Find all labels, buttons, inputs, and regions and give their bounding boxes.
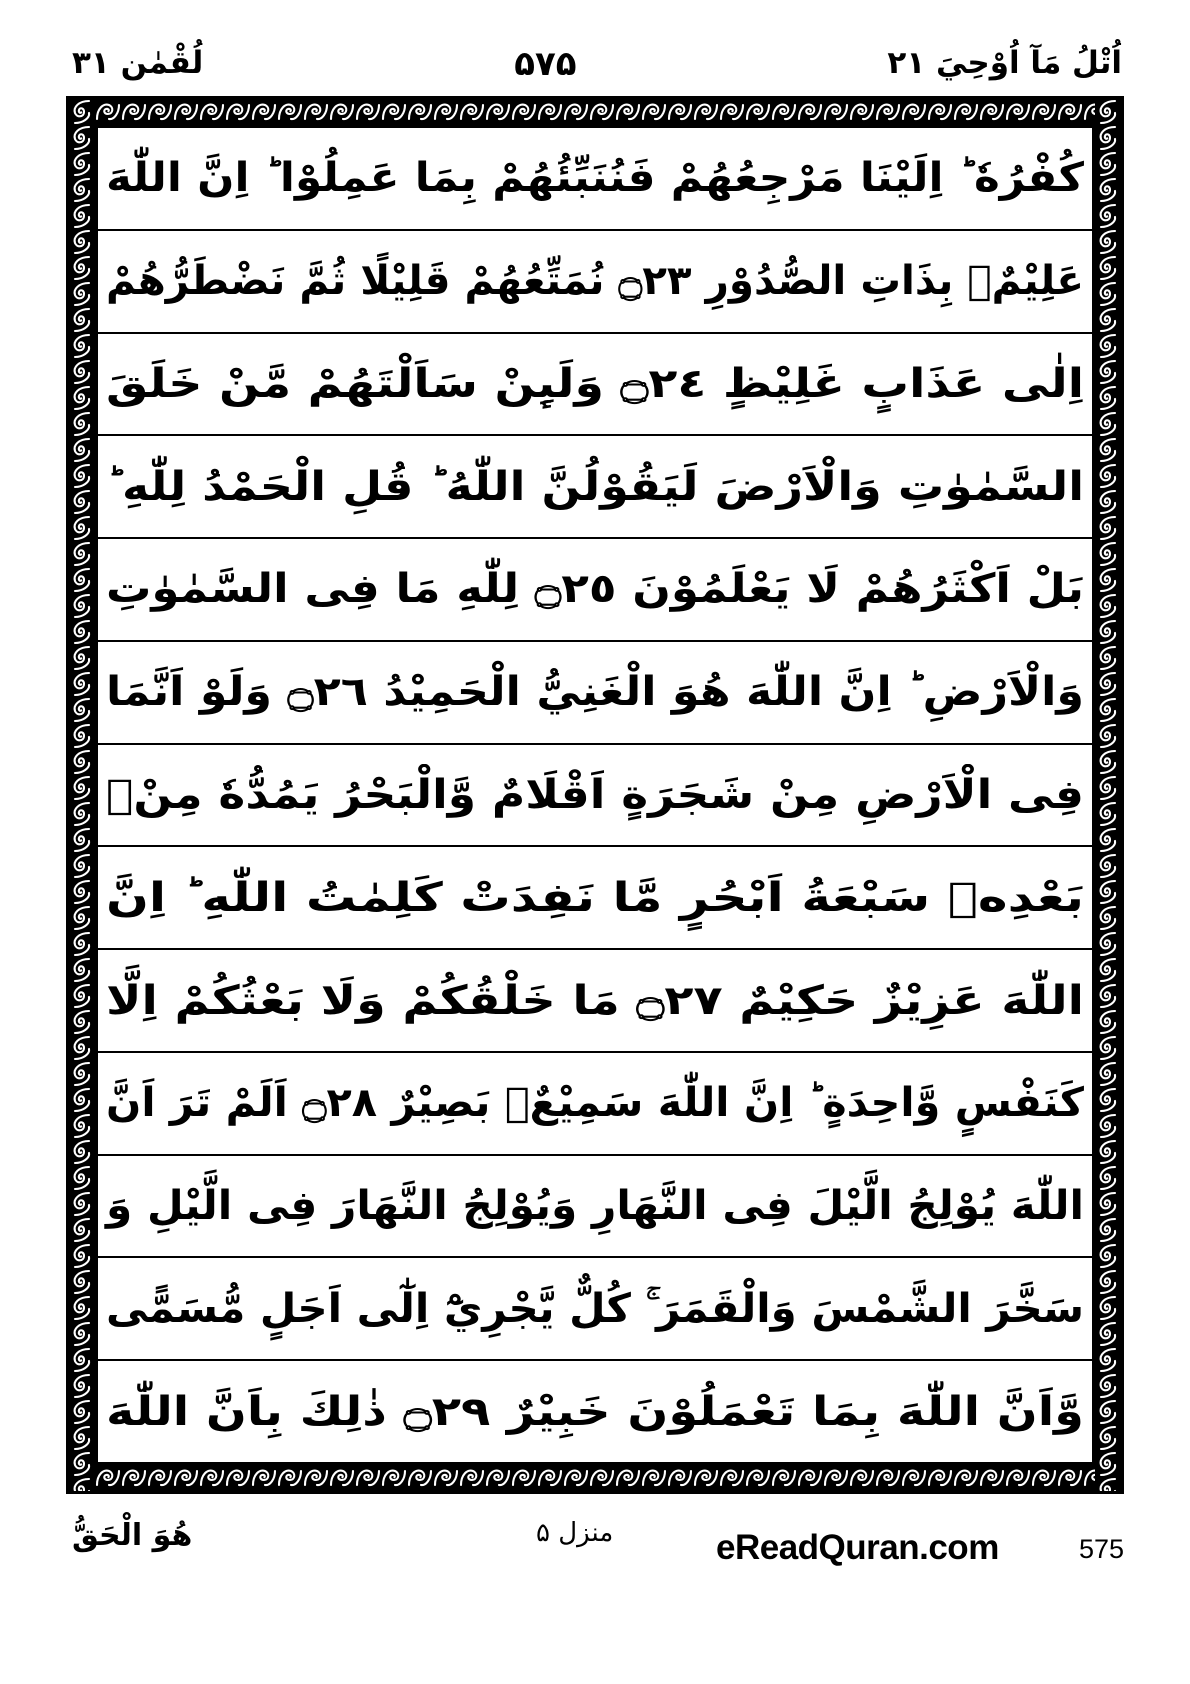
border-ornament-top-icon <box>69 99 1121 125</box>
quran-line <box>98 950 1092 1053</box>
quran-line <box>98 642 1092 745</box>
footer-page-number: 575 <box>1078 1534 1124 1564</box>
quran-line-text: بَلْ اَكْثَرُهُمْ لَا يَعْلَمُوْنَ ۝٢٥ لِلّٰهِ مَا فِى السَّمٰوٰتِ <box>105 566 1084 613</box>
quran-line-text: عَلِيْمٌۢ بِذَاتِ الصُّدُوْرِ ۝٢٣ نُمَتِّعُهُمْ قَلِيْلًا ثُمَّ نَضْطَرُّهُمْ <box>105 258 1084 305</box>
header-page-number-arabic: ۵۷۵ <box>514 44 577 84</box>
quran-line-text: كُفْرُهٗ ؕ اِلَيْنَا مَرْجِعُهُمْ فَنُنَبِّئُهُمْ بِمَا عَمِلُوْا ؕ اِنَّ اللّٰهَ <box>105 155 1084 202</box>
ornamental-border-frame <box>66 96 1124 1494</box>
quran-line <box>98 1258 1092 1361</box>
quran-line <box>98 745 1092 848</box>
footer-hizb-mark: هُوَ الْحَقُّ <box>72 1518 193 1553</box>
quran-line-text: فِى الْاَرْضِ مِنْ شَجَرَةٍ اَقْلَامٌ وَّالْبَحْرُ يَمُدُّهٗ مِنْۢ <box>105 771 1084 818</box>
quran-line <box>98 1053 1092 1156</box>
quran-line-text: اللّٰهَ عَزِيْزٌ حَكِيْمٌ ۝٢٧ مَا خَلْقُكُمْ وَلَا بَعْثُكُمْ اِلَّا <box>105 977 1084 1024</box>
quran-line <box>98 539 1092 642</box>
border-ornament-left-icon <box>69 99 95 1491</box>
quran-line <box>98 436 1092 539</box>
border-ornament-right-icon <box>1095 99 1121 1491</box>
page-footer <box>66 1506 1124 1626</box>
quran-line-text: بَعْدِهٖ سَبْعَةُ اَبْحُرٍ مَّا نَفِدَتْ كَلِمٰتُ اللّٰهِ ؕ اِنَّ <box>105 874 1084 921</box>
quran-line <box>98 334 1092 437</box>
header-juz-label: اُتْلُ مَآ اُوْحِيَ ٢١ <box>887 45 1122 82</box>
quran-line-text: كَنَفْسٍ وَّاحِدَةٍ ؕ اِنَّ اللّٰهَ سَمِيْعٌۢ بَصِيْرٌ ۝٢٨ اَلَمْ تَرَ اَنَّ <box>106 1080 1084 1127</box>
header-surah-label: لُقْمٰن ٣١ <box>72 45 204 82</box>
quran-line-text: سَخَّرَ الشَّمْسَ وَالْقَمَرَ ۚ كُلٌّ يَّجْرِيْٓ اِلٰٓى اَجَلٍ مُّسَمًّى <box>105 1285 1084 1332</box>
quran-line-text: السَّمٰوٰتِ وَالْاَرْضَ لَيَقُوْلُنَّ اللّٰهُ ؕ قُلِ الْحَمْدُ لِلّٰهِ ؕ <box>106 463 1085 510</box>
page-header <box>60 34 1130 94</box>
quran-line-text: وَّاَنَّ اللّٰهَ بِمَا تَعْمَلُوْنَ خَبِيْرٌ ۝٢٩ ذٰلِكَ بِاَنَّ اللّٰهَ <box>105 1388 1084 1435</box>
quran-line <box>98 847 1092 950</box>
quran-text-panel <box>95 125 1095 1465</box>
footer-site-name: eReadQuran.com <box>716 1528 999 1567</box>
quran-line-text: اِلٰى عَذَابٍ غَلِيْظٍ ۝٢٤ وَلَىِٕنْ سَاَلْتَهُمْ مَّنْ خَلَقَ <box>106 360 1084 407</box>
quran-line <box>98 1361 1092 1462</box>
border-ornament-bottom-icon <box>69 1465 1121 1491</box>
quran-line <box>98 1156 1092 1259</box>
quran-line-text: وَالْاَرْضِ ؕ اِنَّ اللّٰهَ هُوَ الْغَنِيُّ الْحَمِيْدُ ۝٢٦ وَلَوْ اَنَّمَا <box>105 669 1084 716</box>
quran-line <box>98 128 1092 231</box>
quran-line <box>98 231 1092 334</box>
quran-line-text: اللّٰهَ يُوْلِجُ الَّيْلَ فِى النَّهَارِ وَيُوْلِجُ النَّهَارَ فِى الَّيْلِ وَ <box>105 1183 1084 1230</box>
footer-manzil-label: منزل ۵ <box>536 1518 614 1548</box>
